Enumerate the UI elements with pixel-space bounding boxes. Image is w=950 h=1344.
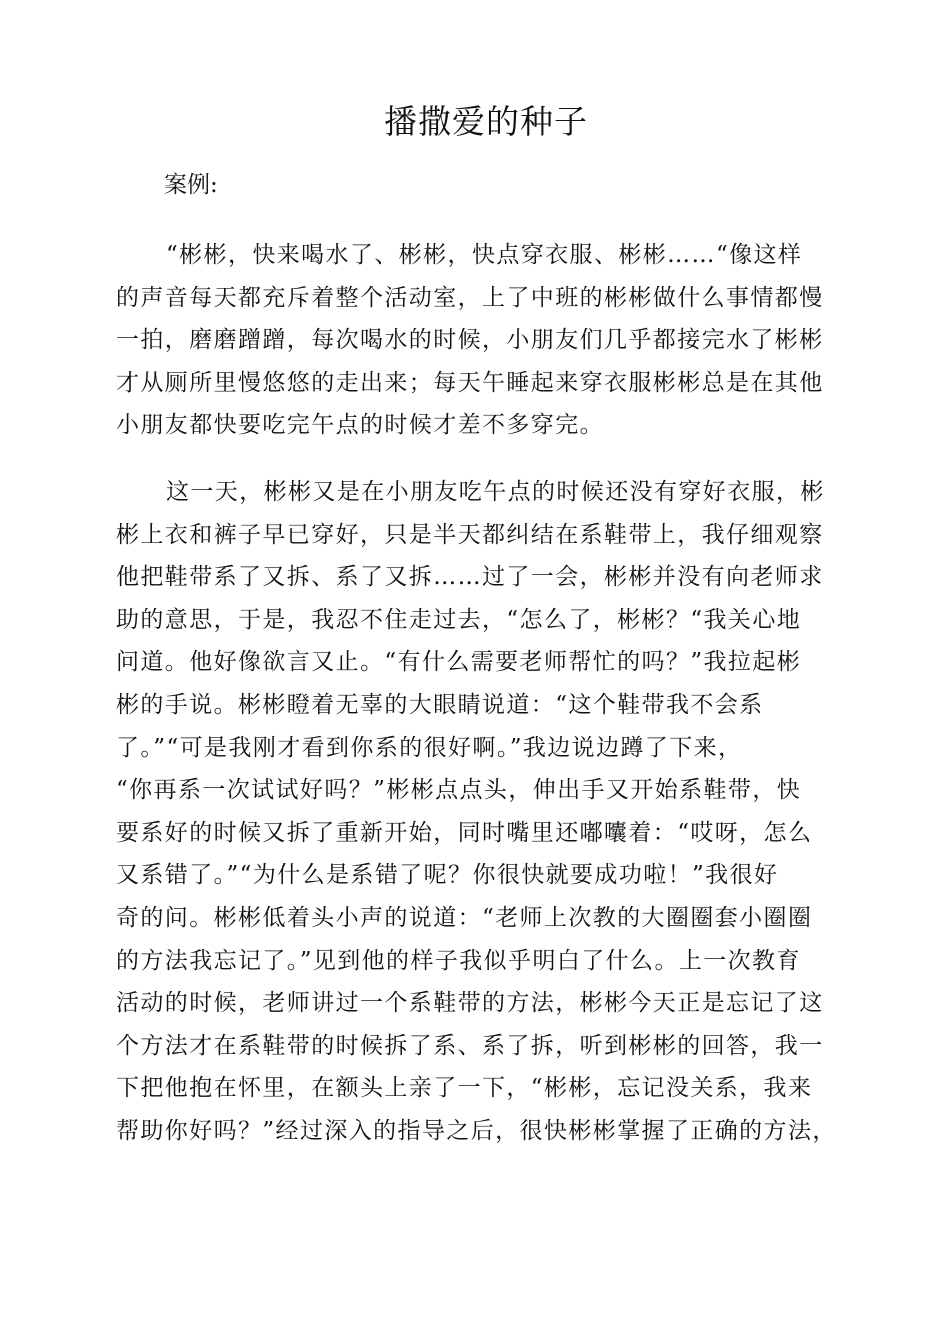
paragraph-line: 小朋友都快要吃完午点的时候才差不多穿完。 xyxy=(116,412,604,439)
paragraph-line: 又系错了。”“为什么是系错了呢？你很快就要成功啦！”我很好 xyxy=(116,862,779,889)
document-title: 播撒爱的种子 xyxy=(384,102,588,141)
document-page xyxy=(116,0,856,1152)
paragraph-line: 他把鞋带系了又拆、系了又拆……过了一会，彬彬并没有向老师求 xyxy=(116,564,824,591)
paragraph-line: 要系好的时候又拆了重新开始，同时嘴里还嘟囔着：“哎呀，怎么 xyxy=(116,819,813,846)
paragraph-line: 个方法才在系鞋带的时候拆了系、系了拆，听到彬彬的回答，我一 xyxy=(116,1032,824,1059)
paragraph-line: 了。”“可是我刚才看到你系的很好啊。”我边说边蹲了下来， xyxy=(116,734,743,761)
paragraph-line: 下把他抱在怀里，在额头上亲了一下，“彬彬，忘记没关系，我来 xyxy=(116,1075,813,1102)
paragraph-line: 帮助你好吗？”经过深入的指导之后，很快彬彬掌握了正确的方法， xyxy=(116,1117,837,1144)
paragraph-line: “你再系一次试试好吗？”彬彬点点头，伸出手又开始系鞋带，快 xyxy=(116,777,802,804)
paragraph-line: 的声音每天都充斥着整个活动室，上了中班的彬彬做什么事情都慢 xyxy=(116,284,824,311)
paragraph-line: 一拍，磨磨蹭蹭，每次喝水的时候，小朋友们几乎都接完水了彬彬 xyxy=(116,327,824,354)
paragraph-line: 的方法我忘记了。”见到他的样子我似乎明白了什么。上一次教育 xyxy=(116,947,801,974)
paragraph-1 xyxy=(116,234,856,447)
paragraph-line: 彬上衣和裤子早已穿好，只是半天都纠结在系鞋带上，我仔细观察 xyxy=(116,521,824,548)
paragraph-line: “彬彬，快来喝水了、彬彬，快点穿衣服、彬彬……“像这样 xyxy=(166,242,803,268)
paragraph-line: 才从厕所里慢悠悠的走出来；每天午睡起来穿衣服彬彬总是在其他 xyxy=(116,369,824,396)
paragraph-line: 助的意思，于是，我忍不住走过去，“怎么了，彬彬？“我关心地 xyxy=(116,606,802,633)
paragraph-line: 这一天，彬彬又是在小朋友吃午点的时候还没有穿好衣服，彬 xyxy=(166,478,825,505)
paragraph-2 xyxy=(116,471,856,1153)
paragraph-line: 活动的时候，老师讲过一个系鞋带的方法，彬彬今天正是忘记了这 xyxy=(116,990,824,1017)
paragraph-line: 问道。他好像欲言又止。“有什么需要老师帮忙的吗？”我拉起彬 xyxy=(116,649,802,676)
paragraph-line: 彬的手说。彬彬瞪着无辜的大眼睛说道：“这个鞋带我不会系 xyxy=(116,691,764,718)
case-label: 案例: xyxy=(164,172,218,198)
paragraph-line: 奇的问。彬彬低着头小声的说道：“老师上次教的大圈圈套小圈圈 xyxy=(116,904,813,931)
